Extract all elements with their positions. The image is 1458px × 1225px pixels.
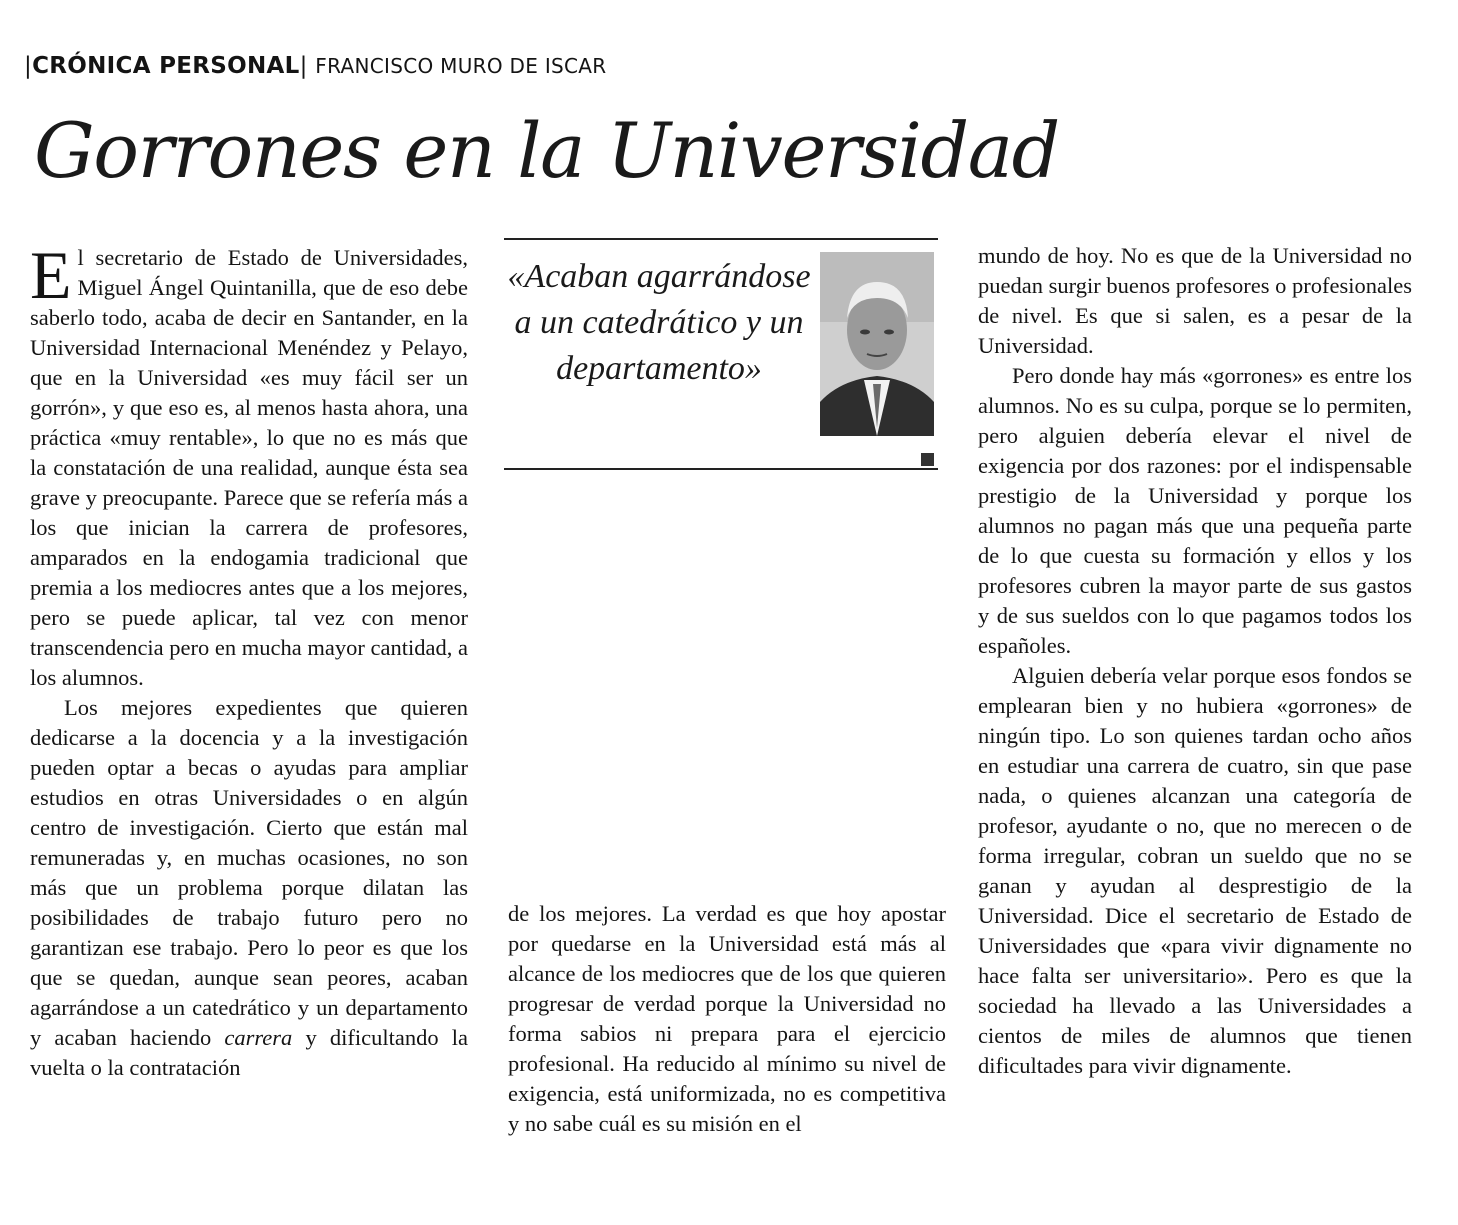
author-portrait-icon (820, 252, 934, 436)
portrait-svg (820, 252, 934, 436)
paragraph-2 (30, 693, 468, 1083)
article-column-1 (30, 237, 468, 1083)
headline: Gorrones en la Universidad (34, 106, 1059, 195)
kicker-bar-left: | (24, 53, 33, 79)
paragraph-4: Pero donde hay más «gorrones» es entre los alumnos. No es su culpa, porque se lo permiten, pero alguien debería elevar el nivel de exigencia por dos razones: por el indispensable prestigio de la Universidad y porque los alumnos no pagan más que una pequeña parte de lo que cuesta su formación y ellos y los profesores cubren la mayor parte de sus gastos y de sus sueldos con lo que pagamos todos los españoles. (978, 363, 1412, 658)
kicker-bar-right: | (299, 53, 308, 79)
article-column-3 (978, 241, 1412, 1081)
paragraph-1-text: l secretario de Estado de Universidades, Miguel Ángel Quintanilla, que de eso debe saberlo todo, acaba de decir en Santander, en la Universidad Internacional Menéndez y Pelayo, que en la Universidad «es muy fácil ser un gorrón», y que eso es, al menos hasta ahora, una práctica «muy rentable», lo que no es más que la constatación de una realidad, aunque ésta sea grave y preocupante. Parece que se refería más a los que inician la carrera de profesores, amparados en la endogamia tradicional que premia a los mediocres antes que a los mejores, pero se puede aplicar, tal vez con menor transcendencia pero en mucha mayor cantidad, a los alumnos. (30, 245, 468, 690)
pull-quote-box (504, 238, 938, 470)
pull-quote: «Acaban agarrándose a un catedrático y un departamento» (507, 258, 811, 387)
paragraph-2-text-a: Los mejores expedientes que quieren dedicarse a la docencia y a la investigación pueden optar a becas o ayudas para ampliar estudios en otras Universidades o en algún centro de investigación. Cierto que están mal remuneradas y, en muchas ocasiones, no son más que un problema porque dilatan las posibilidades de trabajo futuro pero no garantizan ese trabajo. Pero lo peor es que los que se quedan, aunque sean peores, acaban agarrándose a un catedrático y un departamento y acaban haciendo (30, 695, 468, 1050)
paragraph-3: mundo de hoy. No es que de la Universidad no puedan surgir buenos profesores o profesionales de nivel. Es que si salen, es a pesar de la Universidad. (978, 243, 1412, 358)
dropcap: E (30, 237, 72, 313)
paragraph-2-emphasis: carrera (224, 1025, 293, 1050)
author-name: FRANCISCO MURO DE ISCAR (315, 54, 607, 78)
end-square-icon (921, 453, 934, 466)
paragraph-5: Alguien debería velar porque esos fondos se emplearan bien y no hubiera «gorrones» de ningún tipo. Lo son quienes tardan ocho años en estudiar una carrera de cuatro, sin que pase nada, o quienes alcanzan una categoría de profesor, ayudante o no, que no merecen o de forma irregular, cobran un sueldo que no se ganan y ayudan al desprestigio de la Universidad. Dice el secretario de Estado de Universidades que «para vivir dignamente no hace falta ser universitario». Pero es que la sociedad ha llevado a las Universidades a cientos de miles de alumnos que tienen dificultades para vivir dignamente. (978, 663, 1412, 1078)
section-kicker (24, 52, 606, 80)
section-name: CRÓNICA PERSONAL (32, 53, 300, 79)
paragraph-2-continued: de los mejores. La verdad es que hoy apostar por quedarse en la Universidad está más al alcance de los mediocres que de los que quieren progresar de verdad porque la Universidad no forma sabios ni prepara para el ejercicio profesional. Ha reducido al mínimo su nivel de exigencia, está uniformizada, no es competitiva y no sabe cuál es su misión en el (508, 901, 946, 1136)
paragraph-2-text-b: y dificultando la vuelta o la contratación (30, 1025, 468, 1080)
paragraph-1 (30, 237, 468, 693)
article-column-2 (508, 899, 946, 1139)
